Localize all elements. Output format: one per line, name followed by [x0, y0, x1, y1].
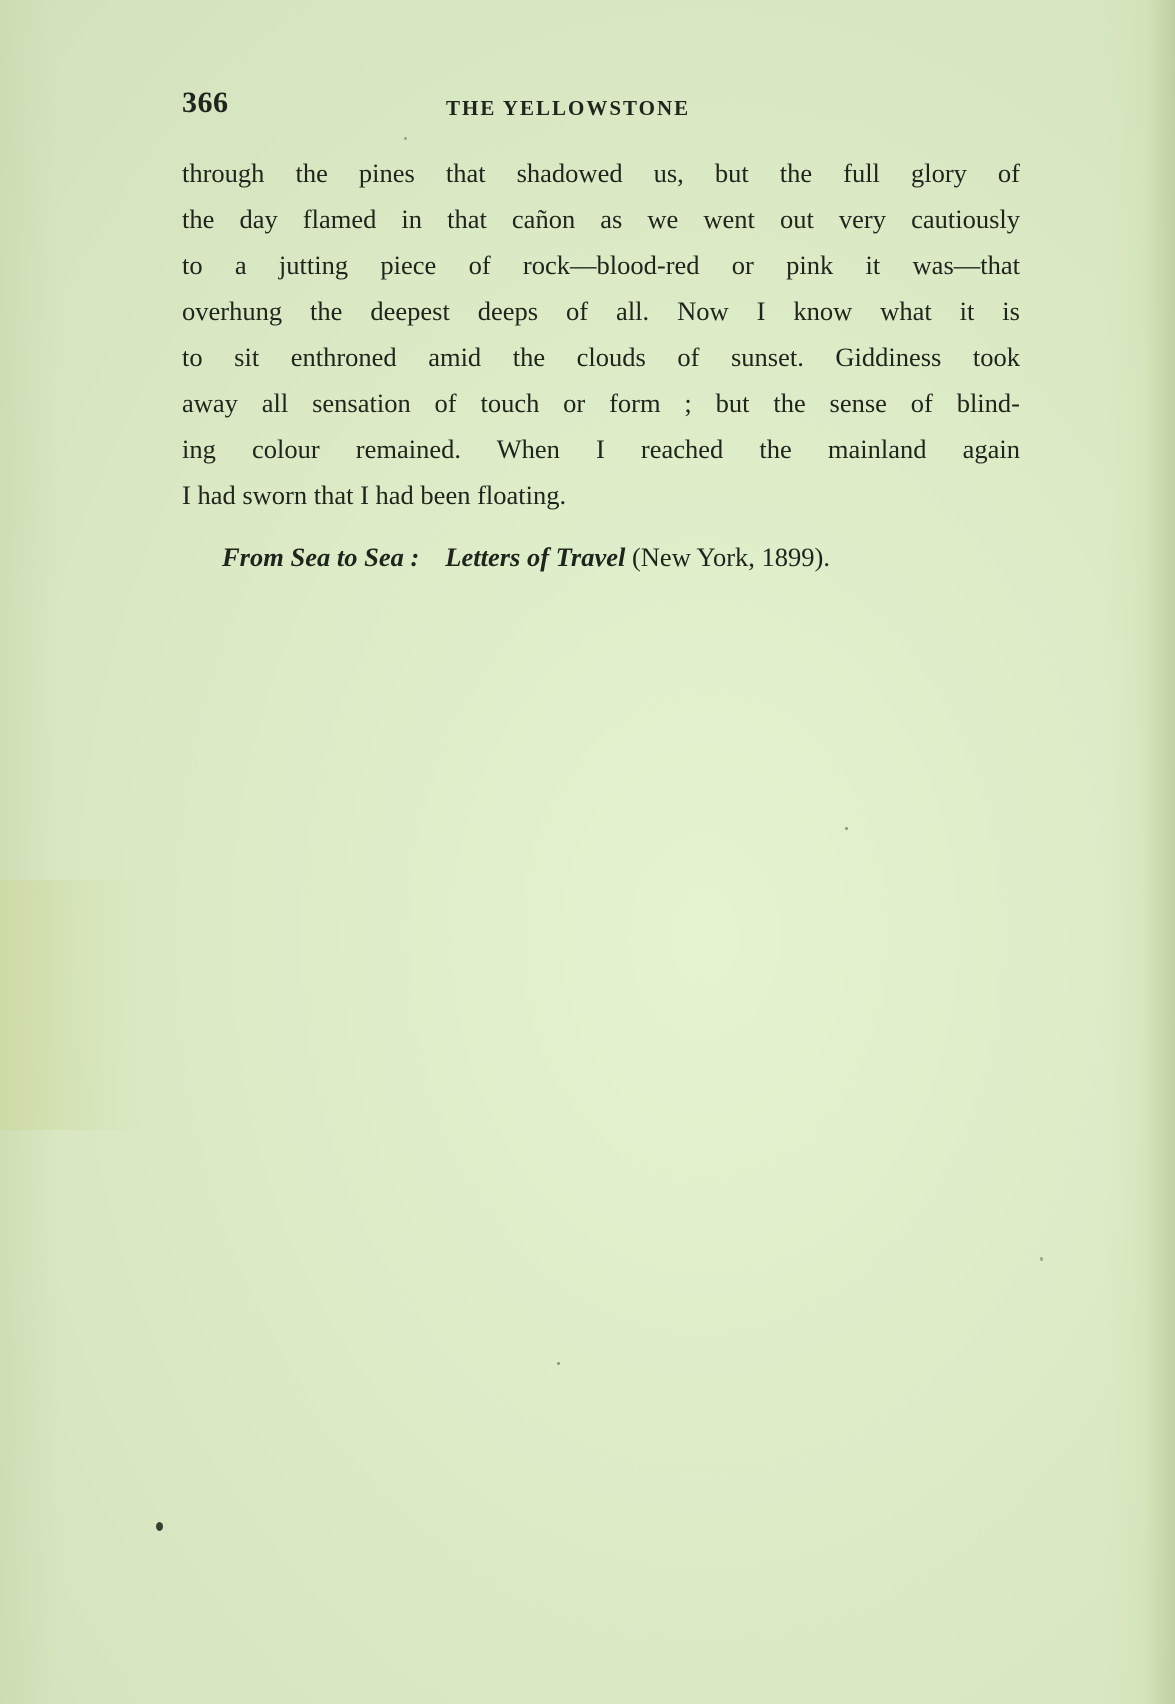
text-line: to sit enthroned amid the clouds of sunset. Giddiness took: [182, 342, 1020, 372]
citation-title: From Sea to Sea :: [222, 542, 420, 572]
page-shading: [0, 880, 150, 1130]
running-head: [182, 86, 1020, 126]
citation-subtitle: Letters of Travel: [445, 542, 626, 572]
text-line: ing colour remained. When I reached the mainland again: [182, 434, 1020, 464]
citation-imprint: (New York, 1899).: [631, 542, 830, 572]
body-paragraph: [182, 150, 1020, 518]
ink-speck: [845, 827, 848, 830]
text-line: to a jutting piece of rock—blood-red or pink it was—that: [182, 250, 1020, 280]
text-line: through the pines that shadowed us, but the full glory of: [182, 158, 1020, 188]
text-line: overhung the deepest deeps of all. Now I know what it is: [182, 296, 1020, 326]
ink-speck: [1040, 1257, 1043, 1261]
page-number: 366: [182, 86, 229, 119]
text-line: away all sensation of touch or form ; but the sense of blind-: [182, 388, 1020, 418]
ink-speck: [557, 1362, 560, 1365]
text-line: I had sworn that I had been floating.: [182, 480, 567, 510]
text-line: the day flamed in that cañon as we went out very cautiously: [182, 204, 1020, 234]
ink-speck: [156, 1522, 163, 1531]
running-title: THE YELLOWSTONE: [446, 96, 691, 120]
source-citation: [222, 534, 1042, 580]
ink-speck: [404, 137, 407, 140]
